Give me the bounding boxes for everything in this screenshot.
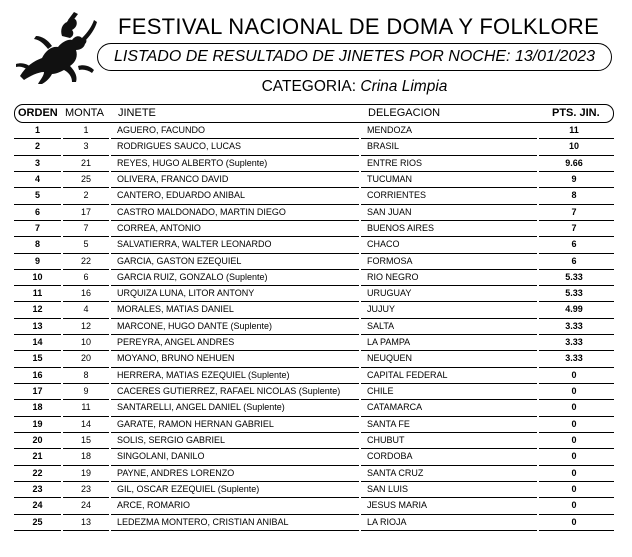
cell-pts: 0 [571,434,577,445]
header-monta: MONTA [65,107,104,119]
cell-orden: 7 [34,222,40,233]
cell-jinete: LEDEZMA MONTERO, CRISTIAN ANIBAL [117,516,289,527]
cell-monta: 22 [80,255,91,266]
category-label: CATEGORIA: [261,78,357,95]
cell-delegacion: CAPITAL FEDERAL [367,369,448,380]
table-row [14,237,614,253]
table-row [14,335,614,351]
cell-pts: 0 [571,483,577,494]
cell-orden: 1 [34,125,40,135]
table-row [14,123,614,139]
cell-delegacion: MENDOZA [367,125,412,135]
cell-monta: 1 [83,125,89,135]
cell-jinete: CANTERO, EDUARDO ANIBAL [117,190,246,201]
cell-orden: 22 [32,467,43,478]
table-row [14,319,614,335]
header-jinete: JINETE [118,107,156,119]
cell-orden: 15 [32,353,43,364]
cell-pts: 0 [571,451,577,462]
cell-jinete: PEREYRA, ANGEL ANDRES [117,337,235,348]
cell-delegacion: SALTA [367,320,395,331]
cell-delegacion: CORDOBA [367,451,413,462]
cell-monta: 7 [83,222,89,233]
cell-monta: 11 [81,402,91,413]
cell-pts: 3.33 [565,353,583,364]
cell-monta: 23 [80,483,91,494]
cell-delegacion: NEUQUEN [367,353,413,364]
cell-pts: 5.33 [565,271,583,282]
cell-pts: 0 [571,402,577,413]
cell-jinete: CORREA, ANTONIO [117,222,201,233]
cell-monta: 2 [83,190,89,201]
cell-orden: 23 [32,483,43,494]
cell-jinete: ARCE, ROMARIO [117,500,191,511]
cell-monta: 18 [80,451,91,462]
cell-jinete: SOLIS, SERGIO GABRIEL [117,434,226,445]
table-row [14,368,614,384]
cell-orden: 3 [34,157,40,168]
cell-delegacion: URUGUAY [367,288,412,299]
cell-jinete: GIL, OSCAR EZEQUIEL (Suplente) [117,483,260,494]
cell-orden: 17 [32,386,43,396]
header-pts: PTS. JIN. [552,107,600,119]
cell-orden: 25 [32,516,43,527]
cell-pts: 0 [571,386,577,396]
cell-jinete: REYES, HUGO ALBERTO (Suplente) [117,157,268,168]
cell-monta: 14 [80,418,91,429]
table-row [14,498,614,514]
cell-monta: 16 [80,288,91,299]
cell-pts: 0 [571,369,577,380]
cell-jinete: SANTARELLI, ANGEL DANIEL (Suplente) [117,402,285,413]
cell-monta: 8 [83,369,89,380]
cell-jinete: CASTRO MALDONADO, MARTIN DIEGO [117,206,286,217]
table-row [14,221,614,237]
cell-delegacion: BRASIL [367,141,400,152]
row-underline [63,530,109,531]
row-underline [539,530,614,531]
cell-jinete: SINGOLANI, DANILO [117,451,205,462]
table-row [14,188,614,204]
cell-delegacion: LA PAMPA [367,337,411,348]
table-row [14,205,614,221]
header-delegacion: DELEGACION [368,107,441,119]
cell-jinete: GARCIA RUIZ, GONZALO (Suplente) [117,271,268,282]
cell-jinete: CACERES GUTIERREZ, RAFAEL NICOLAS (Suplente) [117,386,341,396]
cell-monta: 9 [83,386,89,396]
cell-jinete: RODRIGUES SAUCO, LUCAS [117,141,242,152]
cell-orden: 24 [32,500,43,511]
table-row [14,172,614,188]
cell-pts: 0 [571,418,577,429]
cell-delegacion: RIO NEGRO [367,271,419,282]
cell-orden: 18 [32,402,43,413]
cell-delegacion: FORMOSA [367,255,413,266]
cell-orden: 10 [32,271,43,282]
results-table [14,123,614,531]
header-orden: ORDEN [18,107,58,119]
table-row [14,302,614,318]
table-header [14,104,614,123]
table-row [14,433,614,449]
cell-monta: 12 [80,320,91,331]
cell-pts: 0 [571,467,577,478]
cell-orden: 16 [32,369,43,380]
cell-pts: 6 [571,255,577,266]
cell-jinete: MOYANO, BRUNO NEHUEN [117,353,235,364]
cell-monta: 3 [83,141,89,152]
cell-orden: 20 [32,434,43,445]
cell-pts: 6 [571,239,577,250]
table-row [14,351,614,367]
cell-monta: 5 [83,239,89,250]
cell-monta: 17 [80,206,91,217]
cell-jinete: GARATE, RAMON HERNAN GABRIEL [117,418,274,429]
cell-delegacion: SAN JUAN [367,206,412,217]
cell-monta: 4 [83,304,89,315]
cell-pts: 9 [571,173,577,184]
cell-orden: 11 [32,288,43,299]
cell-pts: 5.33 [565,288,583,299]
cell-monta: 15 [80,434,91,445]
cell-delegacion: CATAMARCA [367,402,423,413]
page-title: FESTIVAL NACIONAL DE DOMA Y FOLKLORE [118,14,600,39]
cell-jinete: SALVATIERRA, WALTER LEONARDO [117,239,272,250]
cell-delegacion: CHUBUT [367,434,405,445]
cell-monta: 13 [80,516,91,527]
cell-monta: 25 [80,173,91,184]
table-row [14,466,614,482]
cell-monta: 10 [80,337,91,348]
cell-jinete: MORALES, MATIAS DANIEL [117,304,234,315]
category-line [97,78,612,96]
cell-orden: 9 [34,255,40,266]
cell-orden: 6 [34,206,40,217]
cell-pts: 10 [568,141,579,152]
category-value: Crina Limpia [360,78,448,95]
cell-jinete: GARCIA, GASTON EZEQUIEL [117,255,242,266]
cell-delegacion: ENTRE RIOS [367,157,423,168]
cell-delegacion: BUENOS AIRES [367,222,435,233]
cell-monta: 21 [80,157,91,168]
table-row [14,515,614,531]
cell-pts: 3.33 [565,337,583,348]
results-subtitle: LISTADO DE RESULTADO DE JINETES POR NOCHE: 13/01/2023 [97,43,612,71]
cell-delegacion: CORRIENTES [367,190,427,201]
cell-delegacion: SAN LUIS [367,483,409,494]
cell-orden: 21 [32,451,43,462]
cell-pts: 0 [571,516,577,527]
cell-jinete: PAYNE, ANDRES LORENZO [117,467,235,478]
table-row [14,270,614,286]
cell-orden: 2 [34,141,40,152]
cell-monta: 20 [80,353,91,364]
cell-jinete: OLIVERA, FRANCO DAVID [117,173,229,184]
cell-orden: 14 [32,337,43,348]
cell-delegacion: SANTA CRUZ [367,467,424,478]
cell-pts: 9.66 [565,157,583,168]
row-underline [111,530,359,531]
row-underline [361,530,537,531]
cell-monta: 19 [80,467,91,478]
table-row [14,384,614,400]
cell-delegacion: CHACO [367,239,400,250]
table-row [14,139,614,155]
table-row [14,417,614,433]
cell-orden: 5 [34,190,40,201]
cell-delegacion: TUCUMAN [367,173,412,184]
table-row [14,254,614,270]
cell-jinete: URQUIZA LUNA, LITOR ANTONY [117,288,255,299]
cell-delegacion: JUJUY [367,304,396,315]
cell-delegacion: CHILE [367,386,394,396]
cell-pts: 7 [571,206,577,217]
cell-pts: 11 [569,125,579,135]
cell-jinete: MARCONE, HUGO DANTE (Suplente) [117,320,273,331]
cell-pts: 7 [571,222,577,233]
cell-orden: 13 [32,320,43,331]
cell-pts: 4.99 [565,304,583,315]
cell-delegacion: SANTA FE [367,418,410,429]
horse-rider-logo-icon [12,6,100,86]
cell-delegacion: LA RIOJA [367,516,407,527]
cell-orden: 19 [32,418,43,429]
cell-monta: 6 [83,271,89,282]
cell-jinete: AGUERO, FACUNDO [117,125,206,135]
cell-delegacion: JESUS MARIA [367,500,428,511]
cell-pts: 3.33 [565,320,583,331]
table-row [14,482,614,498]
table-row [14,286,614,302]
cell-pts: 0 [571,500,577,511]
table-row [14,156,614,172]
table-row [14,400,614,416]
cell-monta: 24 [80,500,91,511]
cell-orden: 12 [32,304,43,315]
cell-jinete: HERRERA, MATIAS EZEQUIEL (Suplente) [117,369,290,380]
table-row [14,449,614,465]
cell-orden: 4 [34,173,40,184]
row-underline [14,530,61,531]
cell-orden: 8 [34,239,40,250]
cell-pts: 8 [571,190,577,201]
